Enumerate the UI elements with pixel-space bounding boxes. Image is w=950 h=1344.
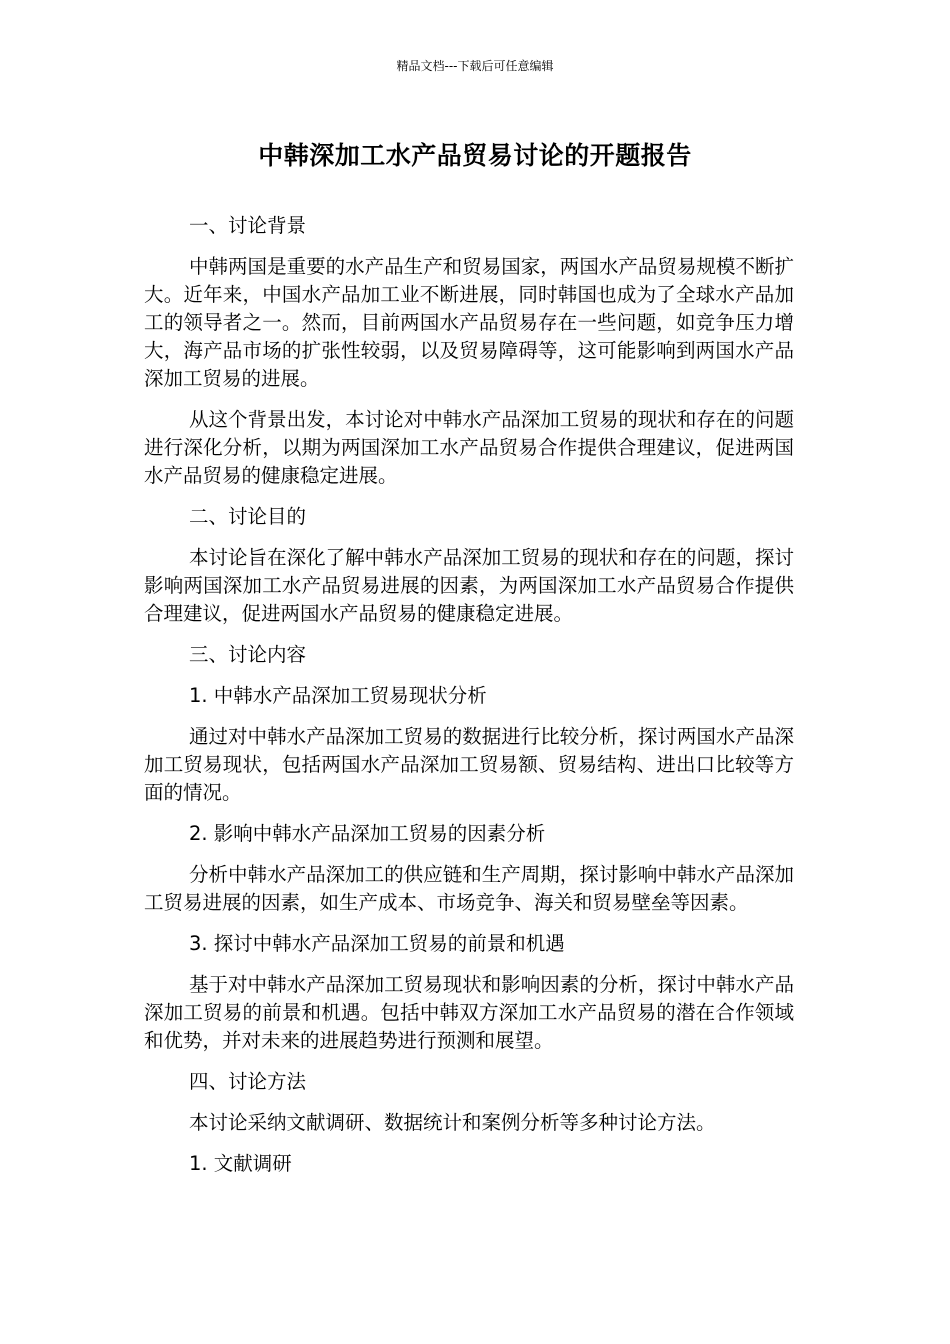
background-paragraph-2: 从这个背景出发，本讨论对中韩水产品深加工贸易的现状和存在的问题进行深化分析，以期为两国深加工水产品贸易合作提供合理建议，促进两国水产品贸易的健康稳定进展。 <box>144 408 794 487</box>
background-paragraph-1: 中韩两国是重要的水产品生产和贸易国家，两国水产品贸易规模不断扩大。近年来，中国水产品加工业不断进展，同时韩国也成为了全球水产品加工的领导者之一。然而，目前两国水产品贸易存在一些问题，如竞争压力增大，海产品市场的扩张性较弱，以及贸易障碍等，这可能影响到两国水产品深加工贸易的进展。 <box>144 255 794 390</box>
section-heading-method: 四、讨论方法 <box>189 1070 307 1093</box>
section-heading-content: 三、讨论内容 <box>189 643 307 666</box>
document-body <box>144 212 794 1191</box>
section-heading-background: 一、讨论背景 <box>189 214 307 237</box>
page-header: 精品文档---下载后可任意编辑 <box>396 59 554 73</box>
content-item-2-heading: 2. 影响中韩水产品深加工贸易的因素分析 <box>189 822 546 845</box>
content-item-2-text: 分析中韩水产品深加工的供应链和生产周期，探讨影响中韩水产品深加工贸易进展的因素，如生产成本、市场竞争、海关和贸易壁垒等因素。 <box>144 863 794 914</box>
content-item-1-heading: 1. 中韩水产品深加工贸易现状分析 <box>189 684 487 707</box>
content-item-3-text: 基于对中韩水产品深加工贸易现状和影响因素的分析，探讨中韩水产品深加工贸易的前景和机遇。包括中韩双方深加工水产品贸易的潜在合作领域和优势，并对未来的进展趋势进行预测和展望。 <box>144 973 794 1052</box>
content-item-1-text: 通过对中韩水产品深加工贸易的数据进行比较分析，探讨两国水产品深加工贸易现状，包括两国水产品深加工贸易额、贸易结构、进出口比较等方面的情况。 <box>144 725 794 804</box>
document-title: 中韩深加工水产品贸易讨论的开题报告 <box>258 141 692 170</box>
method-paragraph: 本讨论采纳文献调研、数据统计和案例分析等多种讨论方法。 <box>189 1111 716 1134</box>
purpose-paragraph: 本讨论旨在深化了解中韩水产品深加工贸易的现状和存在的问题，探讨影响两国深加工水产品贸易进展的因素，为两国深加工水产品贸易合作提供合理建议，促进两国水产品贸易的健康稳定进展。 <box>144 546 794 625</box>
section-heading-purpose: 二、讨论目的 <box>189 505 307 528</box>
content-item-3-heading: 3. 探讨中韩水产品深加工贸易的前景和机遇 <box>189 932 565 955</box>
method-item-1-heading: 1. 文献调研 <box>189 1152 292 1175</box>
